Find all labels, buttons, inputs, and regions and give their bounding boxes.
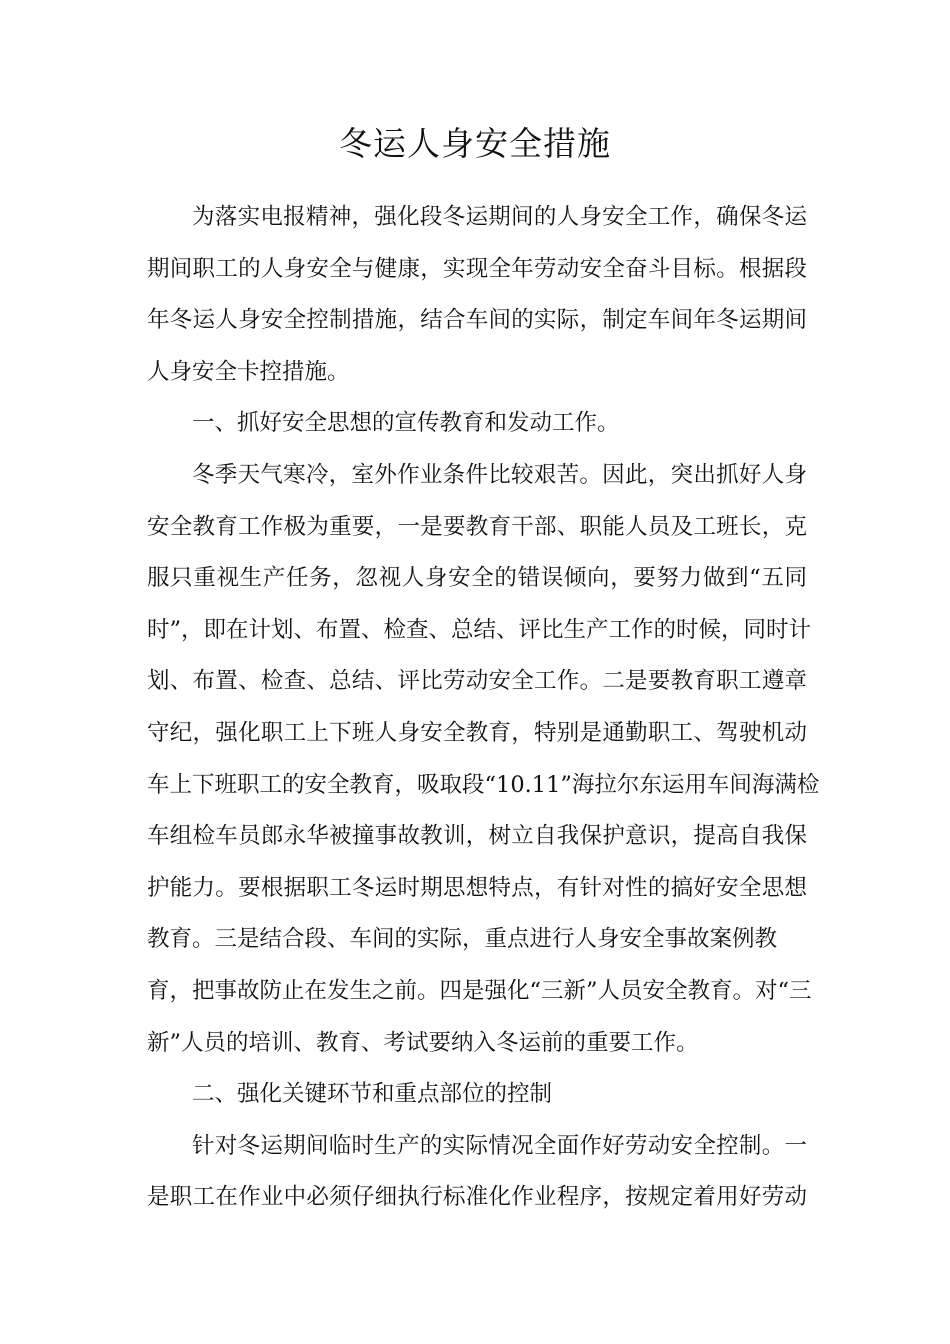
- paragraph-line: 划、布置、检查、总结、评比劳动安全工作。二是要教育职工遵章: [147, 668, 807, 695]
- paragraph-line: 安全教育工作极为重要，一是要教育干部、职能人员及工班长，克: [147, 513, 807, 540]
- paragraph-line: 冬季天气寒冷，室外作业条件比较艰苦。因此，突出抓好人身: [192, 461, 807, 488]
- paragraph-line: 守纪，强化职工上下班人身安全教育，特别是通勤职工、驾驶机动: [147, 719, 807, 746]
- paragraph-line: 服只重视生产任务，忽视人身安全的错误倾向，要努力做到“五同: [147, 565, 807, 592]
- paragraph-line: 车组检车员郎永华被撞事故教训，树立自我保护意识，提高自我保: [147, 823, 807, 850]
- document-title: 冬运人身安全措施: [339, 124, 611, 163]
- paragraph-line: 年冬运人身安全控制措施，结合车间的实际，制定车间年冬运期间: [147, 307, 807, 334]
- paragraph-line: 新”人员的培训、教育、考试要纳入冬运前的重要工作。: [147, 1029, 699, 1056]
- paragraph-line: 时”，即在计划、布置、检查、总结、评比生产工作的时候，同时计: [147, 616, 812, 643]
- paragraph-line: 车上下班职工的安全教育，吸取段“10.11”海拉尔东运用车间海满检: [147, 771, 820, 798]
- document-body: [147, 192, 820, 1224]
- paragraph-line: 人身安全卡控措施。: [147, 358, 350, 385]
- paragraph-line: 是职工在作业中必须仔细执行标准化作业程序，按规定着用好劳动: [147, 1184, 807, 1211]
- paragraph-line: 针对冬运期间临时生产的实际情况全面作好劳动安全控制。一: [192, 1132, 807, 1159]
- section-heading: 二、强化关键环节和重点部位的控制: [192, 1081, 553, 1108]
- paragraph-line: 育，把事故防止在发生之前。四是强化“三新”人员安全教育。对“三: [147, 977, 812, 1004]
- section-heading: 一、抓好安全思想的宣传教育和发动工作。: [192, 410, 620, 437]
- paragraph-line: 教育。三是结合段、车间的实际，重点进行人身安全事故案例教: [147, 926, 778, 953]
- paragraph-line: 护能力。要根据职工冬运时期思想特点，有针对性的搞好安全思想: [147, 874, 807, 901]
- paragraph-line: 为落实电报精神，强化段冬运期间的人身安全工作，确保冬运: [192, 204, 807, 230]
- paragraph-line: 期间职工的人身安全与健康，实现全年劳动安全奋斗目标。根据段: [147, 255, 807, 282]
